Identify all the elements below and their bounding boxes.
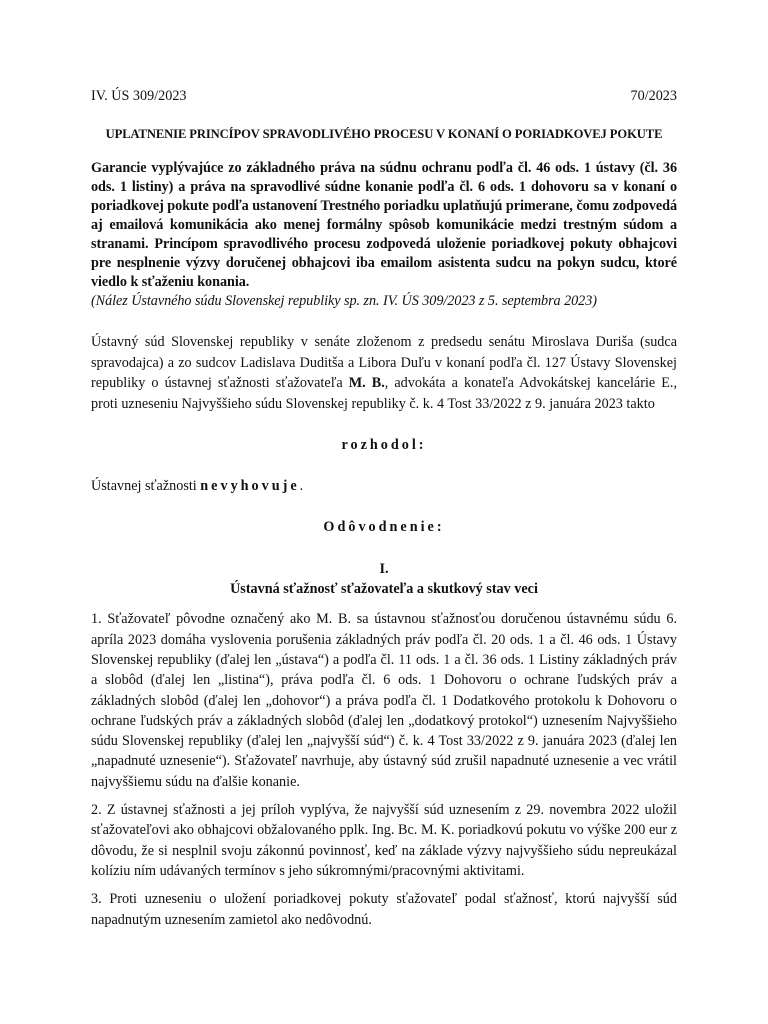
party-name: M. B. [348, 375, 385, 392]
paragraph-3: 3. Proti uzneseniu o uložení poriadkovej pokuty sťažovateľ podal sťažnosť, ktorú najvyšší súd napadnutým uznesením zamietol ako nedôvodnú. [91, 891, 677, 928]
paragraph-1: 1. Sťažovateľ pôvodne označený ako M. B. sa ústavnou sťažnosťou doručenou ústavnému súdu 6. apríla 2023 domáha vyslovenia porušenia základných práv podľa čl. 20 ods. 1 a čl. 46 ods. 1 Ústavy Slovenskej republiky (ďalej len „ústava“) a podľa čl. 11 ods. 1 a čl. 36 ods. 1 Listiny základných práv a slobôd (ďalej len „listina“), práva podľa čl. 6 ods. 1 Dohovoru o ochrane ľudských práv a základných slobôd (ďalej len „dohovor“) a práva podľa čl. 1 Dodatkového protokolu k Dohovoru o ochrane ľudských práv a základných slobôd (ďalej len „dodatkový protokol“) uznesením Najvyššieho súdu Slovenskej republiky (ďalej len „najvyšší súd“) č. k. 4 Tost 33/2022 z 9. januára 2023 (ďalej len „napadnuté uznesenie“). Sťažovateľ navrhuje, aby ústavný súd zrušil napadnuté uznesenie a vec vrátil najvyššiemu súdu na ďalšie konanie. [91, 611, 677, 790]
paragraph-2: 2. Z ústavnej sťažnosti a jej príloh vyplýva, že najvyšší súd uznesením z 29. novembra 2022 uložil sťažovateľovi ako obhajcovi obžalovaného pplk. Ing. Bc. M. K. poriadkovú pokutu vo výške 200 eur z dôvodu, že si nesplnil svoju zákonnú povinnosť, keď na základe výzvy najvyššieho súdu nepreukázal kolíziu ním udávaných termínov s jeho súkromnými/pracovnými aktivitami. [91, 802, 677, 879]
verdict-suffix: . [299, 478, 304, 495]
section-title: Ústavná sťažnosť sťažovateľa a skutkový stav veci [230, 581, 538, 598]
reasoning-heading: Odôvodnenie: [323, 519, 445, 536]
case-number: IV. ÚS 309/2023 [91, 88, 187, 104]
decided-heading: rozhodol: [341, 437, 427, 454]
verdict-word: nevyhovuje [200, 478, 300, 495]
document-title: UPLATNENIE PRINCÍPOV SPRAVODLIVÉHO PROCESU V KONANÍ O PORIADKOVEJ POKUTE [105, 127, 663, 141]
document-header [91, 86, 677, 106]
summary-text: Garancie vyplývajúce zo základného práva na súdnu ochranu podľa čl. 46 ods. 1 ústavy (čl. 36 ods. 1 listiny) a práva na spravodlivé súdne konanie podľa čl. 6 ods. 1 dohovoru sa v konaní o poriadkovej pokute podľa ustanovení Trestného poriadku uplatňujú primerane, čomu zodpovedá aj emailová komunikácia ako menej formálny spôsob komunikácie medzi trestným súdom a stranami. Princípom spravodlivého procesu zodpovedá uloženie poriadkovej pokuty obhajcovi pre nesplnenie výzvy doručenej obhajcovi iba emailom asistenta sudcu na pokyn sudcu, ktoré viedlo k sťaženiu konania. [91, 160, 677, 290]
verdict-line [91, 476, 677, 496]
verdict-prefix: Ústavnej sťažnosti [91, 478, 201, 495]
summary-citation: (Nález Ústavného súdu Slovenskej republiky sp. zn. IV. ÚS 309/2023 z 5. septembra 2023) [91, 293, 597, 309]
intro-paragraph [91, 332, 677, 414]
intro-text-after: , advokáta a konateľa Advokátskej kancelárie E., proti uzneseniu Najvyššieho súdu Slovenskej republiky č. k. 4 Tost 33/2022 z 9. januára 2023 takto [91, 375, 678, 412]
section-number: I. [379, 561, 389, 578]
intro-text-before: Ústavný súd Slovenskej republiky v senáte zloženom z predsedu senátu Miroslava Duriša (sudca spravodajca) a zo sudcov Ladislava Duditša a Libora Duľu v konaní podľa čl. 127 Ústavy Slovenskej republiky o ústavnej sťažnosti sťažovateľa [91, 334, 677, 392]
legal-summary [91, 159, 677, 311]
decision-number: 70/2023 [630, 88, 677, 104]
